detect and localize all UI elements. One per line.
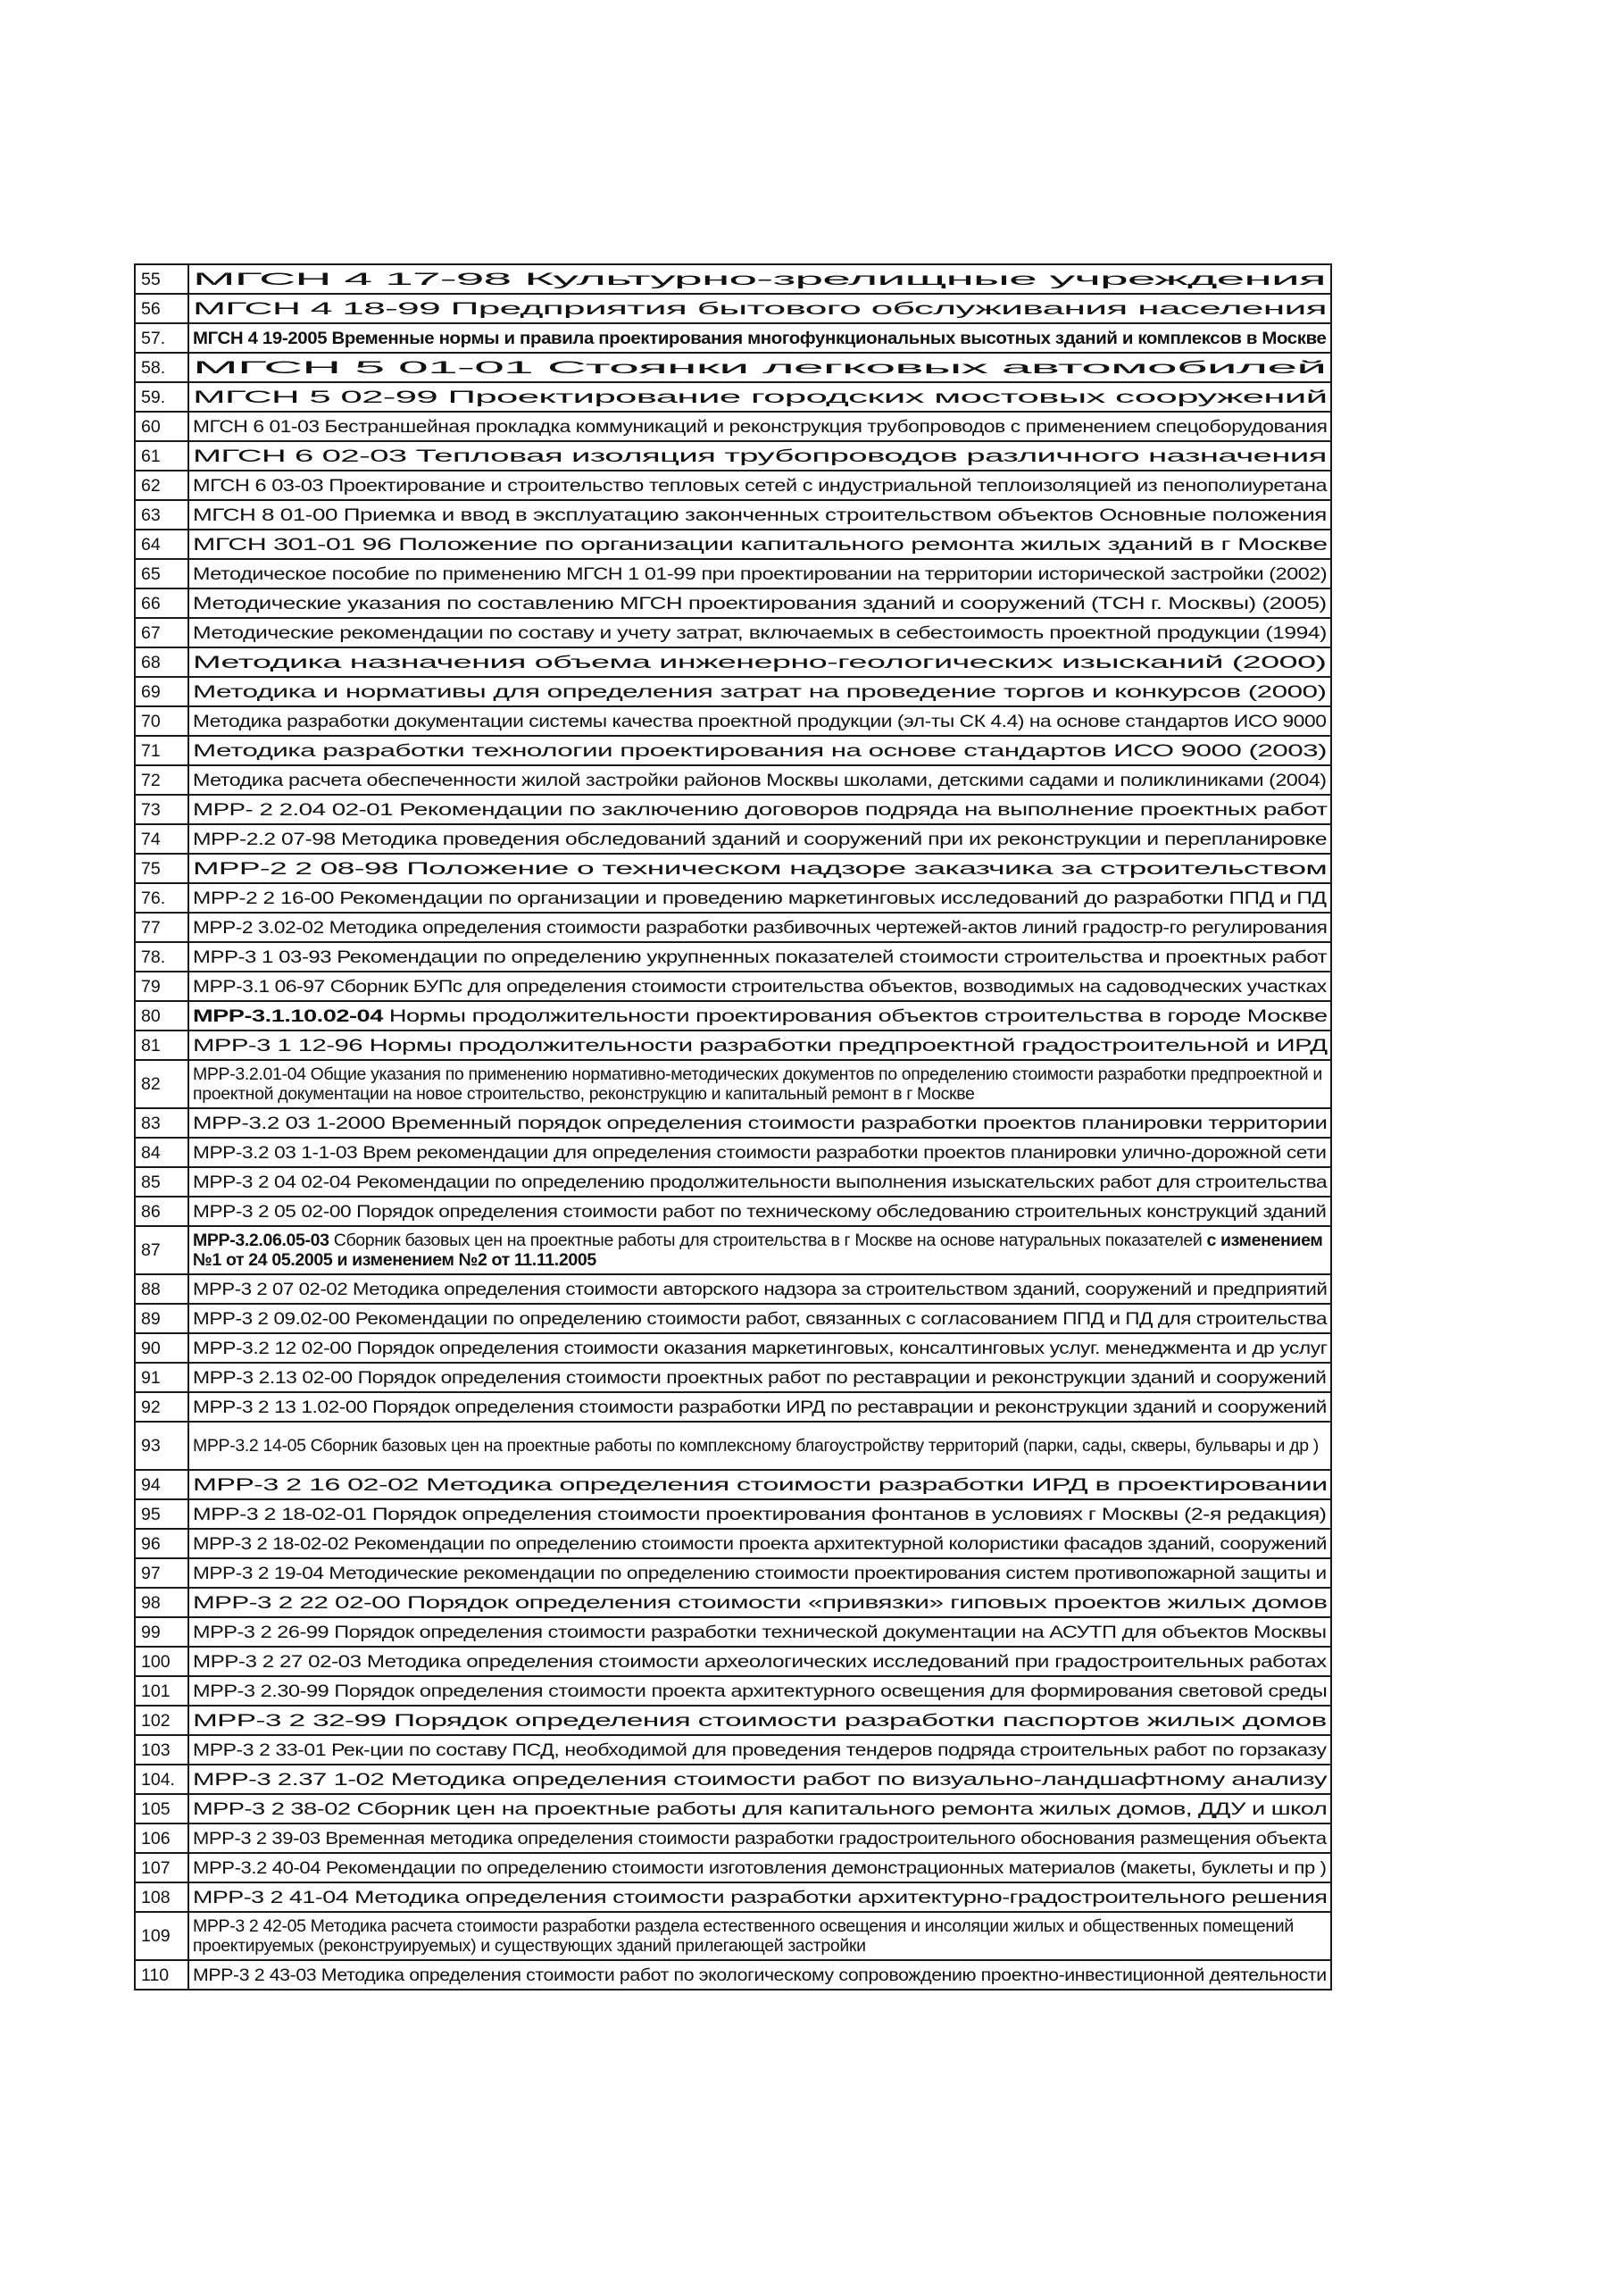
row-title xyxy=(188,1226,1331,1274)
table-row xyxy=(135,1823,1331,1853)
table-row xyxy=(135,1304,1331,1333)
row-title xyxy=(188,1001,1331,1031)
row-title: МРР-3.2 03 1-2000 Временный порядок определения стоимости разработки проектов планировки территории xyxy=(188,1108,1331,1138)
row-title: МРР-3 2 07 02-02 Методика определения стоимости авторского надзора за строительством зданий, сооружений и предприятий xyxy=(188,1274,1331,1304)
row-title: МРР-3 2 18-02-01 Порядок определения стоимости проектирования фонтанов в условиях г Москвы (2-я редакция) xyxy=(188,1499,1331,1529)
row-number: 87 xyxy=(135,1226,188,1274)
row-number: 95 xyxy=(135,1499,188,1529)
row-title: МГСН 5 01-01 Стоянки легковых автомобилей xyxy=(188,353,1331,382)
row-number: 65 xyxy=(135,559,188,588)
row-number: 75 xyxy=(135,854,188,883)
row-number: 90 xyxy=(135,1333,188,1363)
table-row xyxy=(135,913,1331,942)
table-row xyxy=(135,736,1331,765)
row-title: Методическое пособие по применению МГСН 1 01-99 при проектировании на территории исторической застройки (2002) xyxy=(188,559,1331,588)
table-row xyxy=(135,1167,1331,1197)
table-row xyxy=(135,1529,1331,1558)
row-title: МГСН 6 01-03 Бестраншейная прокладка коммуникаций и реконструкция трубопроводов с применением спецоборудования xyxy=(188,412,1331,441)
row-number: 56 xyxy=(135,294,188,323)
table-row xyxy=(135,1031,1331,1060)
row-title: МРР-3 2 26-99 Порядок определения стоимости разработки технической документации на АСУТП для объектов Москвы xyxy=(188,1617,1331,1647)
row-title: МРР- 2 2.04 02-01 Рекомендации по заключению договоров подряда на выполнение проектных работ xyxy=(188,795,1331,824)
row-title: МРР-3 2 04 02-04 Рекомендации по определению продолжительности выполнения изыскательских работ для строительства xyxy=(188,1167,1331,1197)
row-title: МГСН 4 19-2005 Временные нормы и правила проектирования многофункциональных высотных зданий и комплексов в Москве xyxy=(188,323,1331,353)
row-number: 71 xyxy=(135,736,188,765)
row-title: МРР-3 2 19-04 Методические рекомендации по определению стоимости проектирования систем противопожарной защиты и xyxy=(188,1558,1331,1588)
row-title: МРР-2 3.02-02 Методика определения стоимости разработки разбивочных чертежей-актов линий градостр-го регулирования xyxy=(188,913,1331,942)
row-title: МРР-2 2 08-98 Положение о техническом надзоре заказчика за строительством xyxy=(188,854,1331,883)
row-number: 78. xyxy=(135,942,188,972)
row-number: 99 xyxy=(135,1617,188,1647)
table-row xyxy=(135,1197,1331,1226)
table-row xyxy=(135,1422,1331,1470)
row-number: 58. xyxy=(135,353,188,382)
row-title: МРР-3.2 12 02-00 Порядок определения стоимости оказания маркетинговых, консалтинговых услуг. менеджмента и др услуг xyxy=(188,1333,1331,1363)
row-title: МРР-3 2 18-02-02 Рекомендации по определению стоимости проекта архитектурной колористики фасадов зданий, сооружений xyxy=(188,1529,1331,1558)
row-number: 89 xyxy=(135,1304,188,1333)
row-number: 86 xyxy=(135,1197,188,1226)
table-body xyxy=(135,264,1331,1990)
row-number: 91 xyxy=(135,1363,188,1392)
table-row xyxy=(135,883,1331,913)
row-number: 104. xyxy=(135,1765,188,1794)
row-number: 62 xyxy=(135,471,188,500)
table-row xyxy=(135,1960,1331,1990)
row-title: Методика разработки технологии проектирования на основе стандартов ИСО 9000 (2003) xyxy=(188,736,1331,765)
row-title: МГСН 8 01-00 Приемка и ввод в эксплуатацию законченных строительством объектов Основные положения xyxy=(188,500,1331,530)
row-number: 64 xyxy=(135,530,188,559)
table-row xyxy=(135,323,1331,353)
row-title: Методика и нормативы для определения затрат на проведение торгов и конкурсов (2000) xyxy=(188,677,1331,706)
row-number: 105 xyxy=(135,1794,188,1823)
row-number: 67 xyxy=(135,618,188,647)
table-row xyxy=(135,1853,1331,1882)
table-row xyxy=(135,765,1331,795)
row-title: МРР-3 2 22 02-00 Порядок определения стоимости «привязки» гиповых проектов жилых домов xyxy=(188,1588,1331,1617)
row-title: МРР-3 2 05 02-00 Порядок определения стоимости работ по техническому обследованию строительных конструкций зданий xyxy=(188,1197,1331,1226)
row-number: 55 xyxy=(135,264,188,294)
row-number: 61 xyxy=(135,441,188,471)
row-number: 80 xyxy=(135,1001,188,1031)
row-title: МРР-3 2.37 1-02 Методика определения стоимости работ по визуально-ландшафтному анализу xyxy=(188,1765,1331,1794)
table-row xyxy=(135,353,1331,382)
row-title: Методика назначения объема инженерно-геологических изысканий (2000) xyxy=(188,647,1331,677)
row-number: 108 xyxy=(135,1882,188,1912)
row-title: МРР-3 2.13 02-00 Порядок определения стоимости проектных работ по реставрации и реконструкции зданий и сооружений xyxy=(188,1363,1331,1392)
row-title: МГСН 6 03-03 Проектирование и строительство тепловых сетей с индустриальной теплоизоляцией из пенополиуретана xyxy=(188,471,1331,500)
row-title: МГСН 5 02-99 Проектирование городских мостовых сооружений xyxy=(188,382,1331,412)
amendment-note: с изменением №1 от 24 05.2005 и изменением №2 от 11.11.2005 xyxy=(193,1231,1323,1270)
table-row xyxy=(135,647,1331,677)
table-row xyxy=(135,824,1331,854)
table-row xyxy=(135,1588,1331,1617)
row-number: 68 xyxy=(135,647,188,677)
standards-table xyxy=(134,263,1332,1990)
table-row xyxy=(135,942,1331,972)
row-title: МРР-3 2 13 1.02-00 Порядок определения стоимости разработки ИРД по реставрации и реконструкции зданий и сооружений xyxy=(188,1392,1331,1422)
row-number: 70 xyxy=(135,706,188,736)
table-row xyxy=(135,1226,1331,1274)
row-number: 83 xyxy=(135,1108,188,1138)
row-title: МРР-2 2 16-00 Рекомендации по организации и проведению маркетинговых исследований до разработки ППД и ПД xyxy=(188,883,1331,913)
table-row xyxy=(135,1882,1331,1912)
row-title: МРР-3 2 27 02-03 Методика определения стоимости археологических исследований при градостроительных работах xyxy=(188,1647,1331,1676)
row-title: Методика разработки документации системы качества проектной продукции (эл-ты СК 4.4) на основе стандартов ИСО 9000 xyxy=(188,706,1331,736)
row-title: Методика расчета обеспеченности жилой застройки районов Москвы школами, детскими садами и поликлиниками (2004) xyxy=(188,765,1331,795)
row-number: 103 xyxy=(135,1735,188,1765)
row-title: МРР-3 1 12-96 Нормы продолжительности разработки предпроектной градостроительной и ИРД xyxy=(188,1031,1331,1060)
table-row xyxy=(135,471,1331,500)
row-number: 109 xyxy=(135,1912,188,1960)
row-number: 63 xyxy=(135,500,188,530)
table-row xyxy=(135,264,1331,294)
row-title: МРР-3 2 39-03 Временная методика определения стоимости разработки градостроительного обоснования размещения объекта xyxy=(188,1823,1331,1853)
row-title: МРР-3.2 40-04 Рекомендации по определению стоимости изготовления демонстрационных материалов (макеты, буклеты и пр ) xyxy=(188,1853,1331,1882)
row-title: МРР-3 2 32-99 Порядок определения стоимости разработки паспортов жилых домов xyxy=(188,1706,1331,1735)
row-number: 98 xyxy=(135,1588,188,1617)
table-row xyxy=(135,559,1331,588)
row-number: 57. xyxy=(135,323,188,353)
row-number: 88 xyxy=(135,1274,188,1304)
row-title: МРР-3 2 09.02-00 Рекомендации по определению стоимости работ, связанных с согласованием ППД и ПД для строительства xyxy=(188,1304,1331,1333)
row-number: 100 xyxy=(135,1647,188,1676)
row-number: 107 xyxy=(135,1853,188,1882)
row-number: 106 xyxy=(135,1823,188,1853)
table-row xyxy=(135,500,1331,530)
table-row xyxy=(135,1333,1331,1363)
row-title: МРР-3.1 06-97 Сборник БУПс для определения стоимости строительства объектов, возводимых на садоводческих участках xyxy=(188,972,1331,1001)
row-title: МРР-3.2 03 1-1-03 Врем рекомендации для определения стоимости разработки проектов планировки улично-дорожной сети xyxy=(188,1138,1331,1167)
table-row xyxy=(135,1499,1331,1529)
row-title: Методические рекомендации по составу и учету затрат, включаемых в себестоимость проектной продукции (1994) xyxy=(188,618,1331,647)
table-row xyxy=(135,382,1331,412)
table-row xyxy=(135,1794,1331,1823)
table-row xyxy=(135,795,1331,824)
table-row xyxy=(135,677,1331,706)
row-number: 84 xyxy=(135,1138,188,1167)
table-row xyxy=(135,1912,1331,1960)
document-title: Сборник базовых цен на проектные работы для строительства в г Москве на основе натуральных показателей xyxy=(329,1231,1207,1250)
row-number: 77 xyxy=(135,913,188,942)
row-number: 96 xyxy=(135,1529,188,1558)
row-number: 69 xyxy=(135,677,188,706)
row-number: 102 xyxy=(135,1706,188,1735)
row-number: 60 xyxy=(135,412,188,441)
table-row xyxy=(135,1617,1331,1647)
table-row xyxy=(135,1470,1331,1499)
table-row xyxy=(135,618,1331,647)
row-number: 59. xyxy=(135,382,188,412)
row-number: 79 xyxy=(135,972,188,1001)
table-row xyxy=(135,1363,1331,1392)
table-row xyxy=(135,1392,1331,1422)
table-row xyxy=(135,1765,1331,1794)
row-title: МРР-3 2.30-99 Порядок определения стоимости проекта архитектурного освещения для формирования световой среды xyxy=(188,1676,1331,1706)
row-number: 66 xyxy=(135,588,188,618)
row-number: 81 xyxy=(135,1031,188,1060)
table-row xyxy=(135,441,1331,471)
table-row xyxy=(135,1060,1331,1108)
row-title: МГСН 6 02-03 Тепловая изоляция трубопроводов различного назначения xyxy=(188,441,1331,471)
row-number: 82 xyxy=(135,1060,188,1108)
row-number: 101 xyxy=(135,1676,188,1706)
table-row xyxy=(135,1735,1331,1765)
row-title: МГСН 301-01 96 Положение по организации капитального ремонта жилых зданий в г Москве xyxy=(188,530,1331,559)
document-title: Нормы продолжительности проектирования объектов строительства в городе Москве xyxy=(382,1006,1328,1026)
row-number: 110 xyxy=(135,1960,188,1990)
table-row xyxy=(135,706,1331,736)
row-title: МРР-3 2 38-02 Сборник цен на проектные работы для капитального ремонта жилых домов, ДДУ и школ xyxy=(188,1794,1331,1823)
row-title: МГСН 4 18-99 Предприятия бытового обслуживания населения xyxy=(188,294,1331,323)
row-title: МРР-3 2 42-05 Методика расчета стоимости разработки раздела естественного освещения и инсоляции жилых и общественных помещений проектируемых (реконструируемых) и существующих зданий прилегающей застройки xyxy=(188,1912,1331,1960)
document-code: МРР-3.2.06.05-03 xyxy=(193,1231,329,1250)
table-row xyxy=(135,1706,1331,1735)
row-title: МРР-2.2 07-98 Методика проведения обследований зданий и сооружений при их реконструкции и перепланировке xyxy=(188,824,1331,854)
row-number: 72 xyxy=(135,765,188,795)
row-title: МРР-3 2 43-03 Методика определения стоимости работ по экологическому сопровождению проектно-инвестиционной деятельности xyxy=(188,1960,1331,1990)
table-row xyxy=(135,1001,1331,1031)
table-row xyxy=(135,1138,1331,1167)
row-number: 85 xyxy=(135,1167,188,1197)
document-code: МРР-3.1.10.02-04 xyxy=(193,1006,383,1026)
row-number: 74 xyxy=(135,824,188,854)
table-row xyxy=(135,1558,1331,1588)
row-number: 92 xyxy=(135,1392,188,1422)
table-row xyxy=(135,1274,1331,1304)
row-title: МГСН 4 17-98 Культурно-зрелищные учреждения xyxy=(188,264,1331,294)
table-row xyxy=(135,530,1331,559)
table-row xyxy=(135,854,1331,883)
row-number: 97 xyxy=(135,1558,188,1588)
table-row xyxy=(135,294,1331,323)
row-number: 73 xyxy=(135,795,188,824)
row-title: МРР-3 2 41-04 Методика определения стоимости разработки архитектурно-градостроительного решения xyxy=(188,1882,1331,1912)
table-row xyxy=(135,1108,1331,1138)
row-title: МРР-3 1 03-93 Рекомендации по определению укрупненных показателей стоимости строительства и проектных работ xyxy=(188,942,1331,972)
row-title: Методические указания по составлению МГСН проектирования зданий и сооружений (ТСН г. Москвы) (2005) xyxy=(188,588,1331,618)
row-title: МРР-3.2.01-04 Общие указания по применению нормативно-методических документов по определению стоимости разработки предпроектной и проектной документации на новое строительство, реконструкцию и капитальный ремонт в г Москве xyxy=(188,1060,1331,1108)
row-number: 76. xyxy=(135,883,188,913)
table-row xyxy=(135,972,1331,1001)
table-row xyxy=(135,588,1331,618)
row-number: 93 xyxy=(135,1422,188,1470)
table-row xyxy=(135,1647,1331,1676)
table-row xyxy=(135,412,1331,441)
row-number: 94 xyxy=(135,1470,188,1499)
row-title: МРР-3 2 33-01 Рек-ции по составу ПСД, необходимой для проведения тендеров подряда строительных работ по горзаказу xyxy=(188,1735,1331,1765)
row-title: МРР-3 2 16 02-02 Методика определения стоимости разработки ИРД в проектировании xyxy=(188,1470,1331,1499)
row-title: МРР-3.2 14-05 Сборник базовых цен на проектные работы по комплексному благоустройству территорий (парки, сады, скверы, бульвары и др ) xyxy=(188,1422,1331,1470)
table-row xyxy=(135,1676,1331,1706)
